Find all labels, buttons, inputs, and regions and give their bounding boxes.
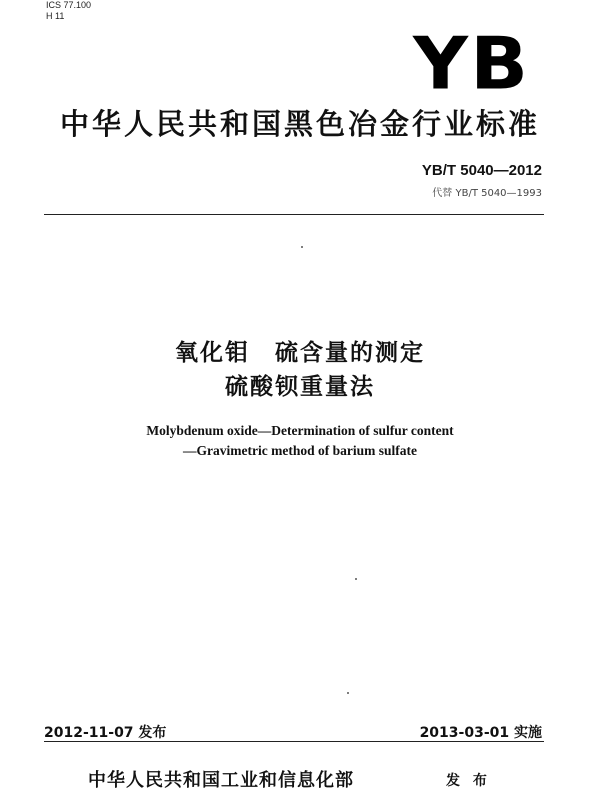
title-cn-line1: 氧化钼 硫含量的测定 xyxy=(175,340,425,366)
replaces-standard: 代替 YB/T 5040—1993 xyxy=(432,188,542,199)
classification-codes xyxy=(46,0,91,22)
organization-title: 中华人民共和国黑色冶金行业标准 xyxy=(59,107,540,141)
issuing-authority: 中华人民共和国工业和信息化部 xyxy=(88,770,354,791)
issue-label: 发 布 xyxy=(446,773,491,789)
scan-speck xyxy=(301,246,303,248)
yb-logo: YB xyxy=(413,21,530,106)
scan-speck xyxy=(347,692,349,694)
header-divider xyxy=(44,214,544,215)
title-cn-line2: 硫酸钡重量法 xyxy=(225,374,375,400)
implementation-date: 2013-03-01 实施 xyxy=(419,725,542,741)
ccs-code: H 11 xyxy=(46,11,65,21)
ics-code: ICS 77.100 xyxy=(46,0,92,10)
title-en-line2: —Gravimetric method of barium sulfate xyxy=(183,443,417,458)
standard-number: YB/T 5040—2012 xyxy=(421,162,542,179)
issue-date: 2012-11-07 发布 xyxy=(44,725,167,741)
scan-speck xyxy=(355,578,357,580)
title-en-line1: Molybdenum oxide—Determination of sulfur content xyxy=(146,423,454,438)
footer-divider xyxy=(44,741,544,742)
